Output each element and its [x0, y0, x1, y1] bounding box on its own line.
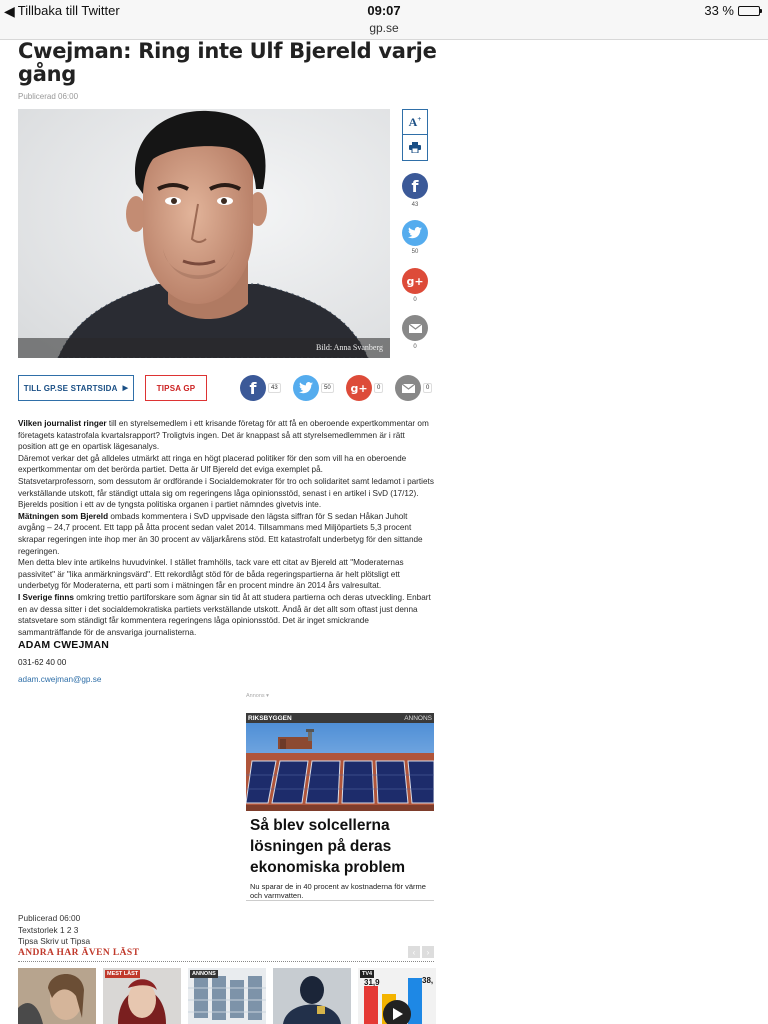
thumb-tag: MEST LÄST [107, 971, 139, 977]
thumb-tag: ANNONS [192, 971, 216, 977]
email-icon [395, 375, 421, 401]
share-twitter-button[interactable] [293, 375, 334, 401]
thumb-figure: 31,9 [364, 978, 380, 987]
paragraph-text: ombads kommentera i SvD uppvisade den lägsta siffran för S sedan Håkan Juholt avgång – 24,7 procent. Ett tapp på åtta procent sedan valet 2014. Tillsammans med Miljöpartiets 5,3 procent skrapar regeringen inte ihop mer än 30 procent av väljarkårens stöd. Ett katastrofalt underbetyg för den sittande regeringen. [18, 511, 423, 556]
paragraph-text: till en styrelsemedlem i ett krisande företag för att få en oberoende expertkommentar om företagets katastrofala kvartalsrapport? Troligtvis ingen. Det är knappast så att styrelsemedlemmen är i rätt position att ge en opartisk lägesanalys. [18, 419, 429, 452]
facebook-count: 43 [411, 202, 419, 208]
paragraph [18, 418, 434, 453]
riksbyggen-ad[interactable] [246, 713, 434, 901]
ios-status-bar [0, 0, 768, 40]
next-arrow-icon[interactable]: › [422, 946, 434, 958]
thumb-figure: 38, [422, 976, 434, 985]
paragraph-text: Däremot verkar det gå alldeles utmärkt att ringa en högt placerad politiker för den som vill ha en oberoende expertkommentar om det berörda partiet. Detta är Ulf Bjereld det eviga exemplet på. [18, 453, 407, 475]
paragraph-text: Statsvetarprofessorn, som dessutom är ordförande i Socialdemokrater för tro och solidaritet samt ledamot i partiets verkställande utskott, får ständigt uttala sig om regeringens låga opinionsstöd, senast i en artikel i SvD (17/12). Bjerelds position i ett av de tyngsta politiska organen i partiet nämndes givetvis inte. [18, 476, 434, 510]
also-read-thumb[interactable] [188, 968, 266, 1024]
twitter-count: 50 [411, 249, 419, 255]
ad-subtext: Nu sparar de in 40 procent av kostnaderna för värme och varmvatten. [250, 882, 426, 900]
tipsa-gp-label: TIPSA GP [156, 383, 196, 393]
tipsa-gp-button[interactable] [145, 375, 207, 401]
share-googleplus-button[interactable] [346, 375, 383, 401]
caret-right-icon: ▶ [122, 385, 129, 392]
paragraph [18, 453, 434, 476]
paragraph-lead: I Sverige finns [18, 592, 74, 602]
paragraph-text: Men detta blev inte artikelns huvudvinkel. I stället framhölls, tack vare ett citat av Bjereld att "Moderaternas passivitet" är "lika anmärkningsvärd". Ett rekordlågt stöd för de båda regeringspartierna är helt plötsligt ett underbetyg för Moderaterna, ett parti som i mätningen får en procent mindre än 2014 års valresultat. [18, 558, 404, 591]
published-time: Publicerad 06:00 [18, 92, 79, 101]
chevron-left-icon: ◀ [4, 2, 15, 19]
ad-label: Annons ▾ [246, 693, 269, 699]
footer-published: Publicerad 06:00 [18, 913, 81, 923]
battery-percent: 33 % [704, 3, 734, 18]
carousel-nav [408, 946, 434, 958]
text-size-control [18, 925, 90, 937]
photo-credit: Bild: Anna Svanberg [18, 338, 390, 358]
solar-panel-image [246, 723, 434, 811]
article-body [18, 418, 434, 686]
email-count: 0 [423, 383, 432, 393]
side-share-googleplus[interactable] [402, 268, 428, 303]
ad-annons-label: ANNONS [404, 714, 432, 722]
twitter-count: 50 [321, 383, 334, 393]
ad-brand: RIKSBYGGEN [248, 714, 292, 722]
email-icon [402, 315, 428, 341]
share-facebook-button[interactable] [240, 375, 281, 401]
also-read-thumb[interactable] [358, 968, 436, 1024]
also-read-heading: ANDRA HAR ÄVEN LÄST [18, 948, 140, 958]
side-share-twitter[interactable] [402, 220, 428, 255]
article-footer [18, 913, 90, 948]
printer-icon [409, 142, 421, 153]
googleplus-icon: g+ [402, 268, 428, 294]
googleplus-icon: g+ [346, 375, 372, 401]
googleplus-count: 0 [413, 297, 417, 303]
share-email-button[interactable] [395, 375, 432, 401]
paragraph [18, 592, 434, 638]
paragraph-lead: Vilken journalist ringer [18, 419, 107, 428]
portrait-illustration [18, 109, 390, 358]
side-tools [402, 109, 428, 161]
also-read-thumb[interactable] [18, 968, 96, 1024]
also-read-carousel [18, 968, 436, 1024]
article-headline: Cwejman: Ring inte Ulf Bjereld varje gång [18, 39, 437, 86]
paragraph-lead: Mätningen som Bjereld [18, 511, 109, 521]
facebook-icon: f [240, 375, 266, 401]
footer-links[interactable]: Tipsa Skriv ut Tipsa [18, 936, 91, 946]
prev-arrow-icon[interactable]: ‹ [408, 946, 420, 958]
author-email-link[interactable]: adam.cwejman@gp.se [18, 675, 102, 685]
author-name: ADAM CWEJMAN [18, 639, 110, 652]
facebook-count: 43 [268, 383, 281, 393]
gp-startsida-button[interactable] [18, 375, 134, 401]
font-size-letter: A [408, 114, 418, 129]
thumb-tag: TV4 [362, 971, 373, 977]
facebook-icon: f [402, 173, 428, 199]
twitter-icon [402, 220, 428, 246]
url-label[interactable]: gp.se [369, 21, 399, 35]
clock: 09:07 [367, 3, 401, 18]
font-size-button[interactable] [402, 109, 428, 135]
font-size-icon [409, 115, 422, 130]
battery-icon [738, 6, 760, 16]
gp-startsida-label: TILL GP.SE STARTSIDA [23, 383, 118, 393]
ad-headline: Så blev solcellerna lösningen på deras ekonomiska problem [250, 817, 406, 876]
side-share-facebook[interactable] [402, 173, 428, 208]
battery-indicator [704, 3, 760, 18]
author-phone: 031-62 40 00 [18, 657, 67, 667]
paragraph [18, 511, 434, 557]
font-size-plus: + [417, 114, 422, 123]
back-label: Tillbaka till Twitter [17, 3, 120, 18]
print-button[interactable] [402, 135, 428, 161]
paragraph-text: omkring trettio partiforskare som ägnar sin tid åt att studera partierna och deras utveckling. Enbart en av dessa sitter i det socialdemokratiska partiets verkställande utskott. Ändå är det allt som oftast just denna statsvetare som ständigt får kommentera regeringens låga opinionsstöd. Det är inget smickrande sammanträffande för de ansvariga journalisterna. [18, 592, 431, 637]
email-count: 0 [413, 344, 417, 350]
also-read-thumb[interactable] [103, 968, 181, 1024]
article-photo [18, 109, 390, 358]
text-size-options[interactable]: 1 2 3 [59, 924, 79, 935]
twitter-icon [293, 375, 319, 401]
also-read-thumb[interactable] [273, 968, 351, 1024]
googleplus-count: 0 [374, 383, 383, 393]
paragraph [18, 557, 434, 592]
ad-header [246, 713, 434, 723]
section-divider [18, 961, 434, 962]
paragraph [18, 476, 434, 511]
text-size-label: Textstorlek [18, 924, 58, 935]
side-share-email[interactable] [402, 315, 428, 350]
